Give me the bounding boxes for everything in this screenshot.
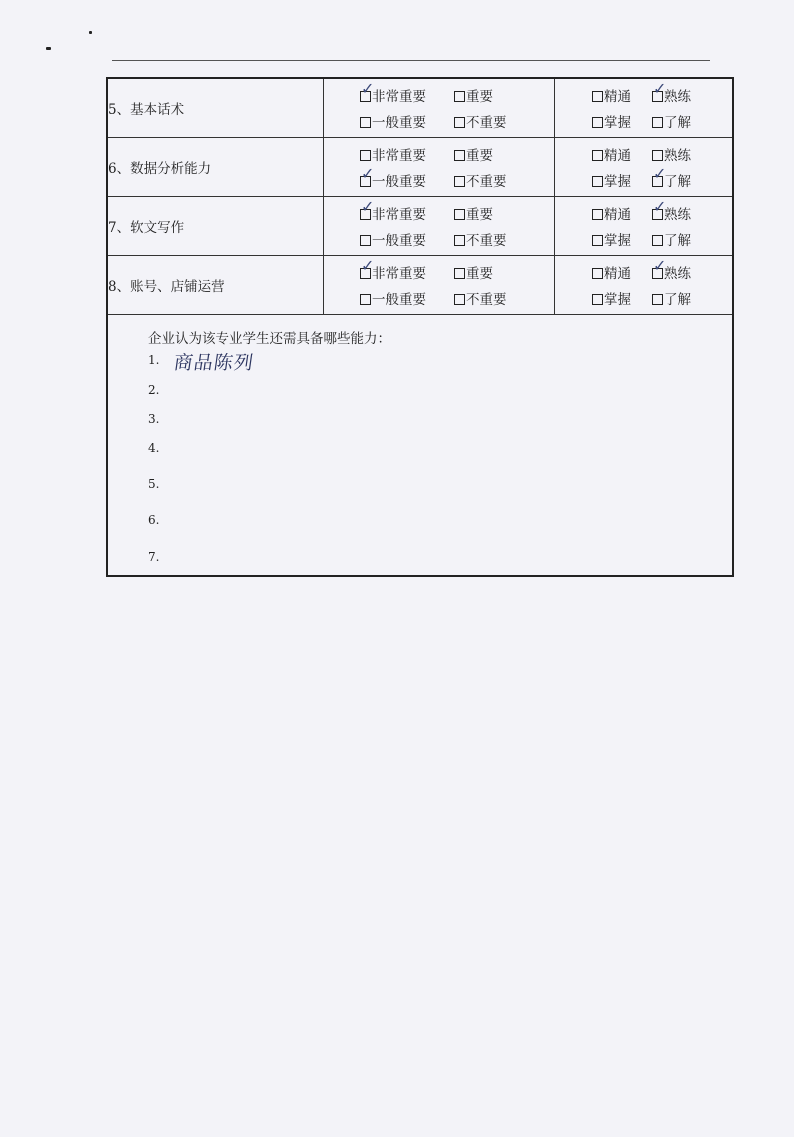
mastery-options (555, 78, 734, 138)
mastery-option[interactable] (652, 164, 732, 190)
option-label: 了解 (664, 174, 691, 190)
importance-options-grid (324, 144, 554, 190)
notes-row (107, 315, 733, 577)
option-label: 重要 (466, 89, 493, 105)
option-label: 非常重要 (372, 207, 426, 223)
check-mark-icon: ✓ (653, 256, 667, 275)
importance-option[interactable] (454, 144, 554, 164)
importance-option[interactable] (360, 256, 454, 282)
notes-title: 企业认为该专业学生还需具备哪些能力： (148, 331, 391, 347)
option-label: 熟练 (664, 148, 691, 164)
skill-row (107, 78, 733, 138)
option-label: 了解 (664, 292, 691, 308)
checkbox[interactable] (592, 209, 603, 220)
option-label: 非常重要 (372, 266, 426, 282)
importance-option[interactable] (454, 203, 554, 223)
checkbox[interactable] (454, 91, 465, 102)
handwritten-answer: 商品陈列 (172, 352, 256, 374)
checkbox[interactable] (592, 176, 603, 187)
checkbox[interactable] (652, 150, 663, 161)
importance-option[interactable] (454, 170, 554, 190)
answer-line-number: 2. (148, 383, 160, 397)
checkbox[interactable] (454, 235, 465, 246)
answer-line-number: 5. (148, 477, 160, 491)
option-label: 掌握 (604, 115, 631, 131)
check-mark-icon: ✓ (653, 164, 667, 183)
checkbox[interactable] (652, 235, 663, 246)
header-rule (112, 60, 710, 61)
skills-assessment-table (106, 77, 734, 577)
mastery-option[interactable] (652, 144, 732, 164)
mastery-options (555, 138, 734, 197)
option-label: 熟练 (664, 89, 691, 105)
option-label: 不重要 (466, 174, 507, 190)
option-label: 了解 (664, 115, 691, 131)
skill-label: 7、软文写作 (107, 197, 324, 256)
mastery-options-grid (555, 256, 732, 308)
importance-option[interactable] (454, 229, 554, 249)
option-label: 不重要 (466, 115, 507, 131)
skill-label: 8、账号、店铺运营 (107, 256, 324, 315)
option-label: 掌握 (604, 292, 631, 308)
mastery-options-grid (555, 197, 732, 249)
mastery-options-grid (555, 79, 732, 131)
option-label: 掌握 (604, 233, 631, 249)
option-label: 精通 (604, 89, 631, 105)
importance-option[interactable] (360, 111, 454, 131)
option-label: 非常重要 (372, 89, 426, 105)
checkbox[interactable] (360, 235, 371, 246)
notes-cell (107, 315, 733, 577)
skill-label: 6、数据分析能力 (107, 138, 324, 197)
checkbox[interactable] (454, 294, 465, 305)
option-label: 一般重要 (372, 174, 426, 190)
option-label: 精通 (604, 148, 631, 164)
scan-speck (89, 31, 92, 34)
mastery-option[interactable] (592, 111, 652, 131)
importance-option[interactable] (454, 111, 554, 131)
skill-row (107, 256, 733, 315)
checkbox[interactable] (454, 268, 465, 279)
answer-line-number: 6. (148, 513, 160, 527)
check-mark-icon: ✓ (361, 256, 375, 275)
check-mark-icon: ✓ (361, 79, 375, 98)
option-label: 不重要 (466, 292, 507, 308)
importance-option[interactable] (454, 288, 554, 308)
checkbox[interactable] (360, 294, 371, 305)
mastery-option[interactable] (592, 262, 652, 282)
checkbox[interactable] (652, 117, 663, 128)
option-label: 熟练 (664, 266, 691, 282)
mastery-option[interactable] (592, 203, 652, 223)
mastery-options-grid (555, 144, 732, 190)
importance-option[interactable] (360, 144, 454, 164)
checkbox[interactable] (454, 209, 465, 220)
checkbox[interactable] (592, 268, 603, 279)
option-label: 一般重要 (372, 115, 426, 131)
mastery-option[interactable] (652, 229, 732, 249)
answer-line-number: 3. (148, 412, 160, 426)
check-mark-icon: ✓ (653, 79, 667, 98)
mastery-options (555, 256, 734, 315)
answer-line-number: 1. (148, 353, 160, 367)
checkbox[interactable] (454, 150, 465, 161)
answer-line-number: 4. (148, 441, 160, 455)
mastery-options (555, 197, 734, 256)
importance-option[interactable] (360, 79, 454, 105)
checkbox[interactable] (360, 150, 371, 161)
importance-option[interactable] (360, 288, 454, 308)
importance-option[interactable] (360, 197, 454, 223)
scan-speck (46, 47, 51, 50)
option-label: 了解 (664, 233, 691, 249)
importance-option[interactable] (360, 229, 454, 249)
mastery-option[interactable] (652, 111, 732, 131)
mastery-option[interactable] (592, 288, 652, 308)
importance-option[interactable] (360, 164, 454, 190)
check-mark-icon: ✓ (361, 197, 375, 216)
option-label: 精通 (604, 207, 631, 223)
option-label: 重要 (466, 207, 493, 223)
skill-label: 5、基本话术 (107, 78, 324, 138)
importance-options (324, 197, 555, 256)
option-label: 不重要 (466, 233, 507, 249)
checkbox[interactable] (592, 150, 603, 161)
option-label: 精通 (604, 266, 631, 282)
option-label: 熟练 (664, 207, 691, 223)
checkbox[interactable] (592, 235, 603, 246)
mastery-option[interactable] (592, 144, 652, 164)
importance-options-grid (324, 79, 554, 131)
checkbox[interactable] (592, 91, 603, 102)
skill-row (107, 197, 733, 256)
importance-options-grid (324, 197, 554, 249)
mastery-option[interactable] (652, 288, 732, 308)
mastery-option[interactable] (652, 79, 732, 105)
mastery-option[interactable] (652, 256, 732, 282)
importance-options (324, 256, 555, 315)
mastery-option[interactable] (652, 197, 732, 223)
check-mark-icon: ✓ (361, 164, 375, 183)
mastery-option[interactable] (592, 85, 652, 105)
checkbox[interactable] (652, 294, 663, 305)
mastery-option[interactable] (592, 170, 652, 190)
checkbox[interactable] (454, 176, 465, 187)
check-mark-icon: ✓ (653, 197, 667, 216)
option-label: 重要 (466, 266, 493, 282)
importance-option[interactable] (454, 262, 554, 282)
option-label: 一般重要 (372, 233, 426, 249)
checkbox[interactable] (592, 117, 603, 128)
importance-option[interactable] (454, 85, 554, 105)
checkbox[interactable] (454, 117, 465, 128)
importance-options-grid (324, 256, 554, 308)
option-label: 非常重要 (372, 148, 426, 164)
answer-line-number: 7. (148, 550, 160, 564)
checkbox[interactable] (360, 117, 371, 128)
importance-options (324, 78, 555, 138)
mastery-option[interactable] (592, 229, 652, 249)
skill-row (107, 138, 733, 197)
option-label: 掌握 (604, 174, 631, 190)
option-label: 一般重要 (372, 292, 426, 308)
importance-options (324, 138, 555, 197)
checkbox[interactable] (592, 294, 603, 305)
option-label: 重要 (466, 148, 493, 164)
